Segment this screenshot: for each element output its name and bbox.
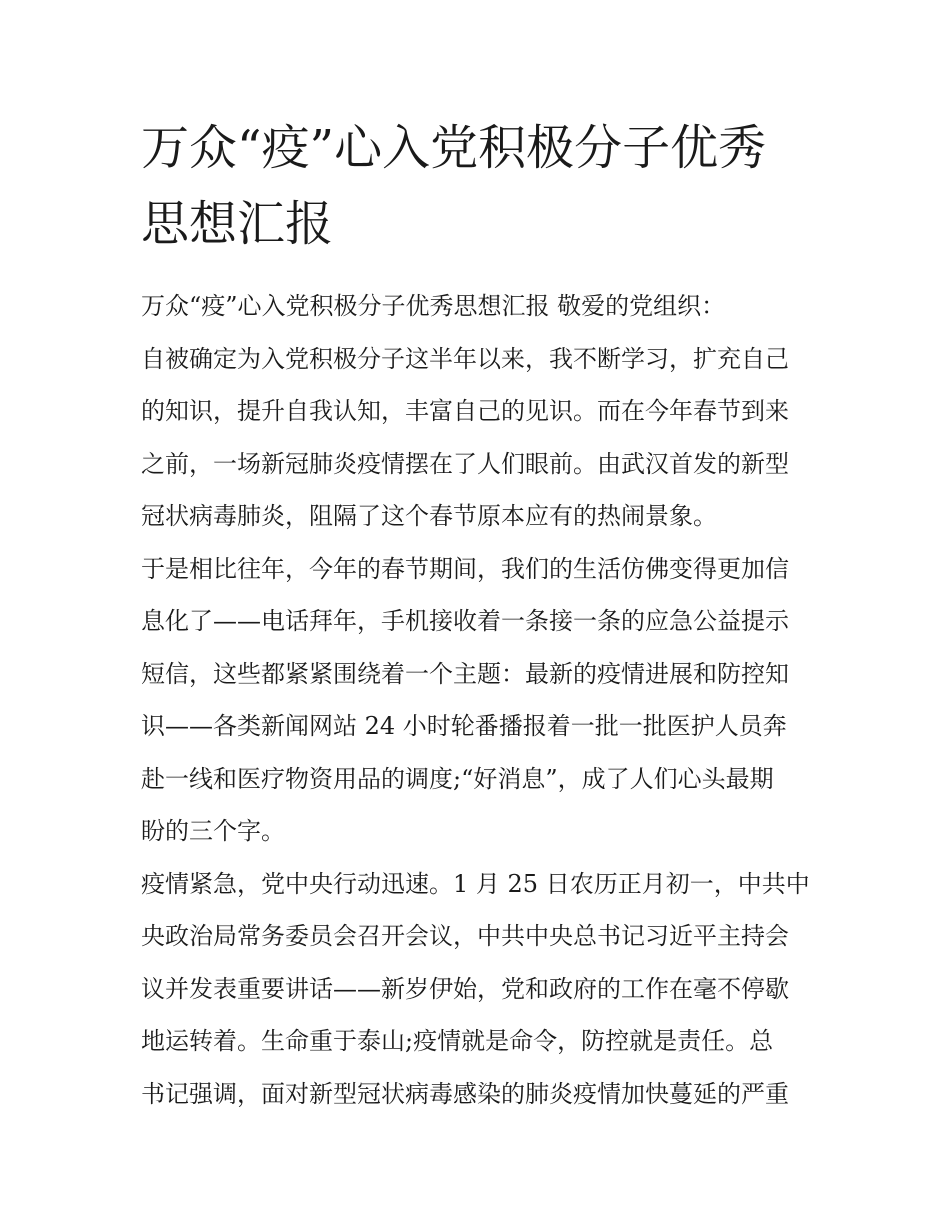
paragraph-line: 央政治局常务委员会召开会议，中共中央总书记习近平主持会 bbox=[141, 922, 789, 950]
document-title bbox=[141, 110, 813, 262]
paragraph-line: 短信，这些都紧紧围绕着一个主题：最新的疫情进展和防控知 bbox=[141, 659, 789, 688]
paragraph-line: 盼的三个字。 bbox=[141, 817, 285, 845]
paragraph-line: 冠状病毒肺炎，阻隔了这个春节原本应有的热闹景象。 bbox=[141, 502, 717, 530]
title-line: 万众“疫”心入党积极分子优秀 bbox=[141, 120, 767, 176]
title-line: 思想汇报 bbox=[141, 196, 334, 252]
paragraph-line: 议并发表重要讲话——新岁伊始，党和政府的工作在毫不停歇 bbox=[141, 974, 789, 1003]
paragraph-line: 识——各类新闻网站 24 小时轮番播报着一批一批医护人员奔 bbox=[141, 712, 787, 740]
paragraph-1 bbox=[141, 333, 813, 543]
document-content bbox=[141, 110, 813, 1120]
paragraph-line: 地运转着。生命重于泰山;疫情就是命令，防控就是责任。总 bbox=[141, 1027, 774, 1055]
paragraph-line: 自被确定为入党积极分子这半年以来，我不断学习，扩充自己 bbox=[141, 344, 789, 373]
paragraph-line: 赴一线和医疗物资用品的调度;“好消息”，成了人们心头最期 bbox=[141, 764, 774, 793]
paragraph-line: 万众“疫”心入党积极分子优秀思想汇报 敬爱的党组织： bbox=[141, 292, 726, 320]
paragraph-line: 息化了——电话拜年，手机接收着一条接一条的应急公益提示 bbox=[141, 607, 789, 635]
paragraph-line: 疫情紧急，党中央行动迅速。1 月 25 日农历正月初一，中共中 bbox=[141, 869, 810, 898]
paragraph-2 bbox=[141, 543, 813, 858]
paragraph-line: 于是相比往年，今年的春节期间，我们的生活仿佛变得更加信 bbox=[141, 554, 789, 583]
paragraph-line: 书记强调，面对新型冠状病毒感染的肺炎疫情加快蔓延的严重 bbox=[141, 1079, 789, 1108]
paragraph-line: 之前，一场新冠肺炎疫情摆在了人们眼前。由武汉首发的新型 bbox=[141, 449, 789, 478]
paragraph-3 bbox=[141, 858, 813, 1121]
paragraph-line: 的知识，提升自我认知，丰富自己的见识。而在今年春节到来 bbox=[141, 397, 789, 425]
paragraph-salutation bbox=[141, 280, 813, 333]
